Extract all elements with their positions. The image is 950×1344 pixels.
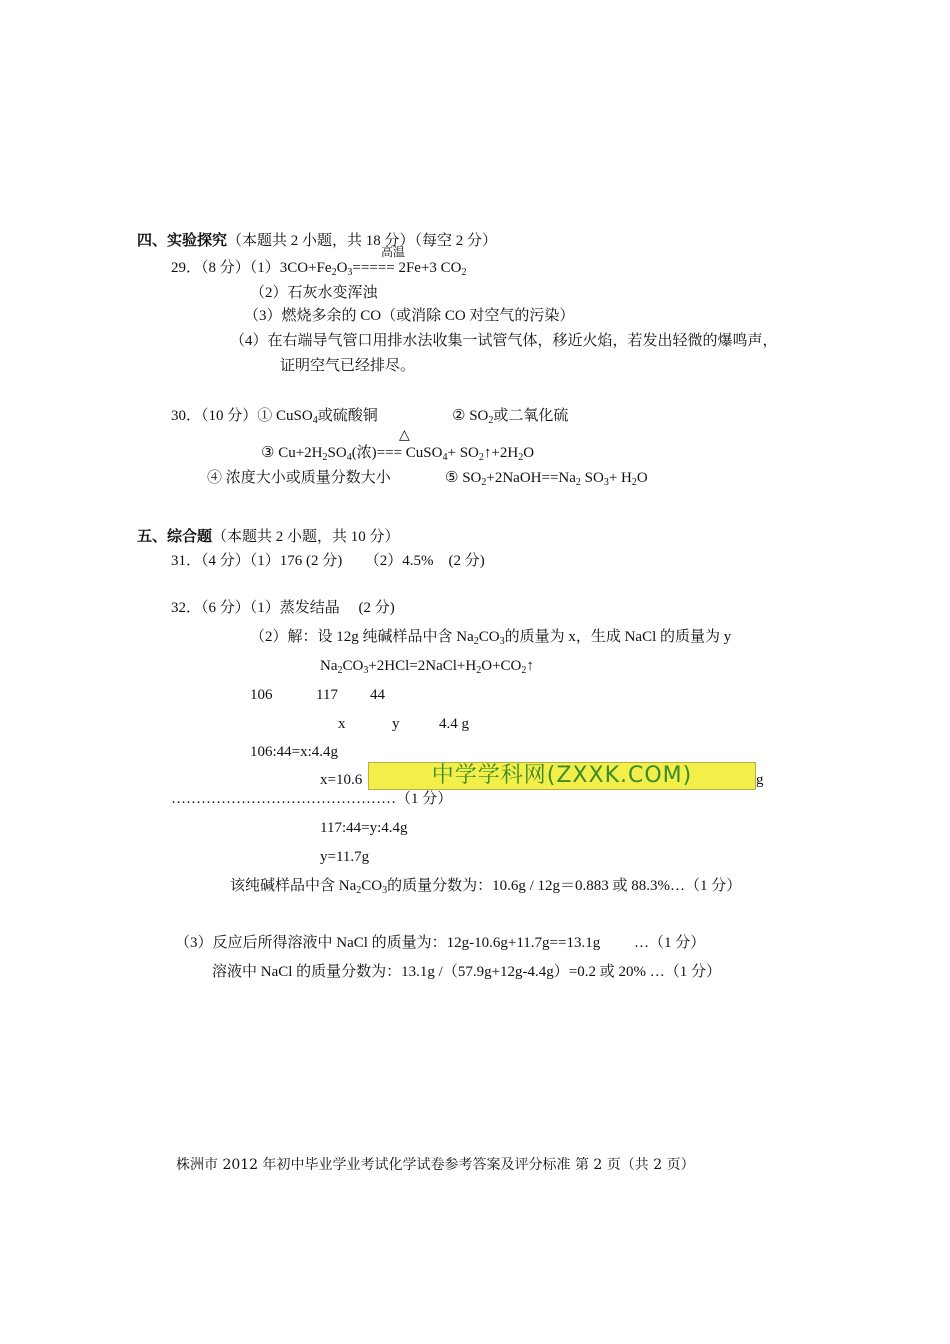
q30-line-3b: ⑤ $SO_2+2NaOH==Na_2$ $SO_3+ H_2O$ [445, 470, 648, 488]
q31-answer: 31．（4 分）（1）176 (2 分) （2）4.5% (2 分) [171, 553, 485, 569]
q29-answer-4: （4）在右端导气管口用排水法收集一试管气体，移近火焰，若发出轻微的爆鸣声， [230, 333, 778, 349]
q32-answer-3: （3）反应后所得溶液中 NaCl 的质量为：12g-10.6g+11.7g==13.1g …（1 分） [175, 935, 706, 951]
q30-line-1: 30．（10 分）① CuSO$_4$或硫酸铜 [171, 408, 378, 426]
section-5-heading [137, 527, 400, 547]
q32-equation: $Na_2CO_3+2HCl=2NaCl+H_2O+CO_2↑$ [320, 658, 534, 676]
result-y: y=11.7g [320, 849, 370, 865]
q29-answer-3: （3）燃烧多余的 CO（或消除 CO 对空气的污染） [244, 308, 575, 324]
q30-line-1b: ② $SO_2$或二氧化硫 [452, 408, 569, 426]
section-5-desc: （本题共 2 小题，共 10 分） [212, 529, 400, 545]
section-5-title: 五、综合题 [137, 529, 213, 545]
result-x-unit: g [756, 772, 764, 788]
section-4-heading [137, 231, 497, 251]
condition-high-temp: 高温 [381, 245, 406, 259]
score-dots-1: ………………………………………（1 分） [171, 791, 453, 807]
ratio-x: 106:44=x:4.4g [250, 744, 339, 760]
section-4-title: 四、实验探究 [137, 233, 228, 249]
result-x: x=10.6 [320, 772, 363, 788]
watermark-logo: 中学学科网(ZXXK.COM) [368, 762, 756, 790]
molar-mass-co2: 44 [370, 687, 385, 703]
ratio-y: 117:44=y:4.4g [320, 820, 408, 836]
q30-line-2: ③ $Cu+2H_2SO_4$(浓)=== CuSO$_4$+ $SO_2↑+2H_2O$ [261, 445, 535, 463]
q32-answer-1: 32．（6 分）（1）蒸发结晶 (2 分) [171, 600, 395, 616]
page-footer: 株洲市 2012 年初中毕业学业考试化学试卷参考答案及评分标准 第 2 页（共 2 页） [176, 1157, 695, 1173]
q29-answer-4-cont: 证明空气已经排尽。 [280, 358, 416, 374]
condition-heat-icon: △ [399, 428, 410, 443]
q32-answer-2-setup: （2）解：设 12g 纯碱样品中含 $Na_2CO_3$的质量为 x，生成 NaCl 的质量为 y [250, 629, 732, 647]
known-co2-mass: 4.4 g [439, 716, 469, 732]
unknown-y: y [392, 716, 400, 732]
mass-fraction-na2co3: 该纯碱样品中含 $Na_2CO_3$的质量分数为：10.6g / 12g＝0.883 或 88.3%…（1 分） [230, 878, 742, 896]
molar-mass-nacl: 117 [316, 687, 338, 703]
unknown-x: x [338, 716, 346, 732]
q30-line-3: ④ 浓度大小或质量分数大小 [207, 470, 391, 486]
section-4-desc: （本题共 2 小题，共 18 分）（每空 2 分） [227, 233, 498, 249]
q29-answer-2: （2）石灰水变浑浊 [250, 285, 378, 301]
q29-answer-1: 29．（8 分）$(1)3CO+Fe_2O_3===== 2Fe+3$ $CO_2$ [171, 260, 467, 278]
q32-answer-3b: 溶液中 NaCl 的质量分数为：13.1g /（57.9g+12g-4.4g）=0.2 或 20% …（1 分） [212, 964, 721, 980]
molar-mass-na2co3: 106 [250, 687, 273, 703]
